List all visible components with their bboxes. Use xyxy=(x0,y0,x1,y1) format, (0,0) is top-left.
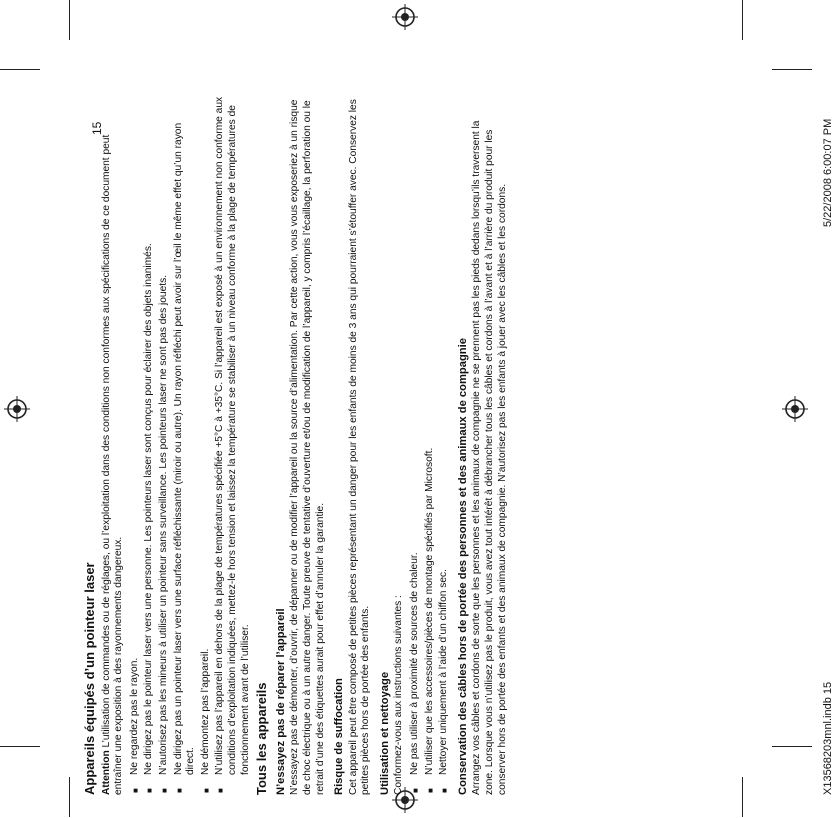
content-column xyxy=(80,95,512,795)
repair-text: N’essayez pas de démonter, d’ouvrir, de dépanner ou de modifier l’appareil ou la source d’alimentation. Par cette action, vous vous exposeriez à un risque de choc électrique ou à un autre danger. Toute preuve de tentative d’ouverture et/ou de modification de l’appareil, y compris l’écaillage, la perforation ou le retrait d’une des étiquettes aurait pour effet d’annuler la garantie. xyxy=(289,99,326,795)
use-title: Utilisation et nettoyage xyxy=(378,671,391,795)
list-item: ■ N’autorisez pas les mineurs à utiliser un pointeur sans surveillance. Les pointeurs laser ne sont pas des jouets. xyxy=(158,95,171,775)
list-item: ■ Nettoyer uniquement à l’aide d’un chiffon sec. xyxy=(438,95,451,775)
list-item: ■ Ne pas utiliser à proximité de sources de chaleur. xyxy=(409,95,422,775)
section-title-all: Tous les appareils xyxy=(254,682,270,795)
list-item: ■ Ne démontez pas l’appareil. xyxy=(200,95,213,775)
rotated-page xyxy=(80,55,834,795)
choke-text: Cet appareil peut être composé de petites pièces représentant un danger pour les enfants de moins de 3 ans qui pourraient s’étouffer avec. Conservez les petites pièces hors de portée des enfants. xyxy=(347,99,372,795)
attention-label: Attention xyxy=(100,750,112,795)
crop-mark xyxy=(69,0,70,40)
list-item: ■ N’utiliser que les accessoires/pièces de montage spécifiés par Microsoft. xyxy=(424,95,437,775)
cables-text: Arrangez vos câbles et cordons de sorte que les personnes et les animaux de compagnie ne se prennent pas les pieds dedans lorsqu’ils traversent la zone. Lorsque vous n’utilisez pas le produit, vous avez tout intérêt à débrancher tous les câbles et cordons à l’avant et à l’arrière du produit pour les conserver hors de portée des enfants et des animaux de compagnie. N’autorisez pas les enfants à jouer avec les câbles et les cordons. xyxy=(471,120,508,795)
crop-mark xyxy=(742,0,743,40)
crop-mark xyxy=(0,746,40,747)
page-number: 15 xyxy=(90,121,104,135)
registration-mark-icon xyxy=(4,396,30,422)
list-item: ■ Ne dirigez pas le pointeur laser vers une personne. Les pointeurs laser sont conçus pour éclairer des objets inanimés. xyxy=(143,95,156,775)
repair-title: N’essayez pas de réparer l’appareil xyxy=(274,608,287,795)
list-item: ■ N’utilisez pas l’appareil en dehors de la plage de températures spécifiée +5°C à +35°C. Si l’appareil est exposé à un environnement non conforme aux conditions d’exploitation indiquées, mettez-le hors tension et laissez la température se stabiliser à un niveau conforme à la plage de températures de fonctionnement avant de l’utiliser. xyxy=(214,95,252,775)
cables-title: Conservation des câbles hors de portée des personnes et des animaux de compagnie xyxy=(456,338,469,795)
section-title-laser: Appareils équipés d’un pointeur laser xyxy=(82,562,97,795)
laser-bullets xyxy=(129,95,252,795)
choke-title: Risque de suffocation xyxy=(333,678,346,795)
use-bullets xyxy=(409,95,451,795)
list-item: ■ Ne regardez pas le rayon. xyxy=(129,95,142,775)
footer-timestamp: 5/22/2008 6:00:07 PM xyxy=(822,118,834,227)
use-intro: Conformez-vous aux instructions suivantes : xyxy=(393,595,405,795)
attention-paragraph xyxy=(101,95,126,795)
crop-mark xyxy=(69,777,70,817)
crop-mark xyxy=(0,69,40,70)
footer-file: X13568203mnl.indb 15 xyxy=(822,681,834,795)
registration-mark-icon xyxy=(392,4,418,30)
attention-text: L’utilisation de commandes ou de réglages, ou l’exploitation dans des conditions non conformes aux spécifications de ce document peut entraîner une exposition à des rayonnements dangereux. xyxy=(100,134,125,795)
list-item: ■ Ne dirigez pas un pointeur laser vers une surface réfléchissante (miroir ou autre). Un rayon réfléchi peut avoir sur l’œil le même effet qu’un rayon direct. xyxy=(173,95,198,775)
